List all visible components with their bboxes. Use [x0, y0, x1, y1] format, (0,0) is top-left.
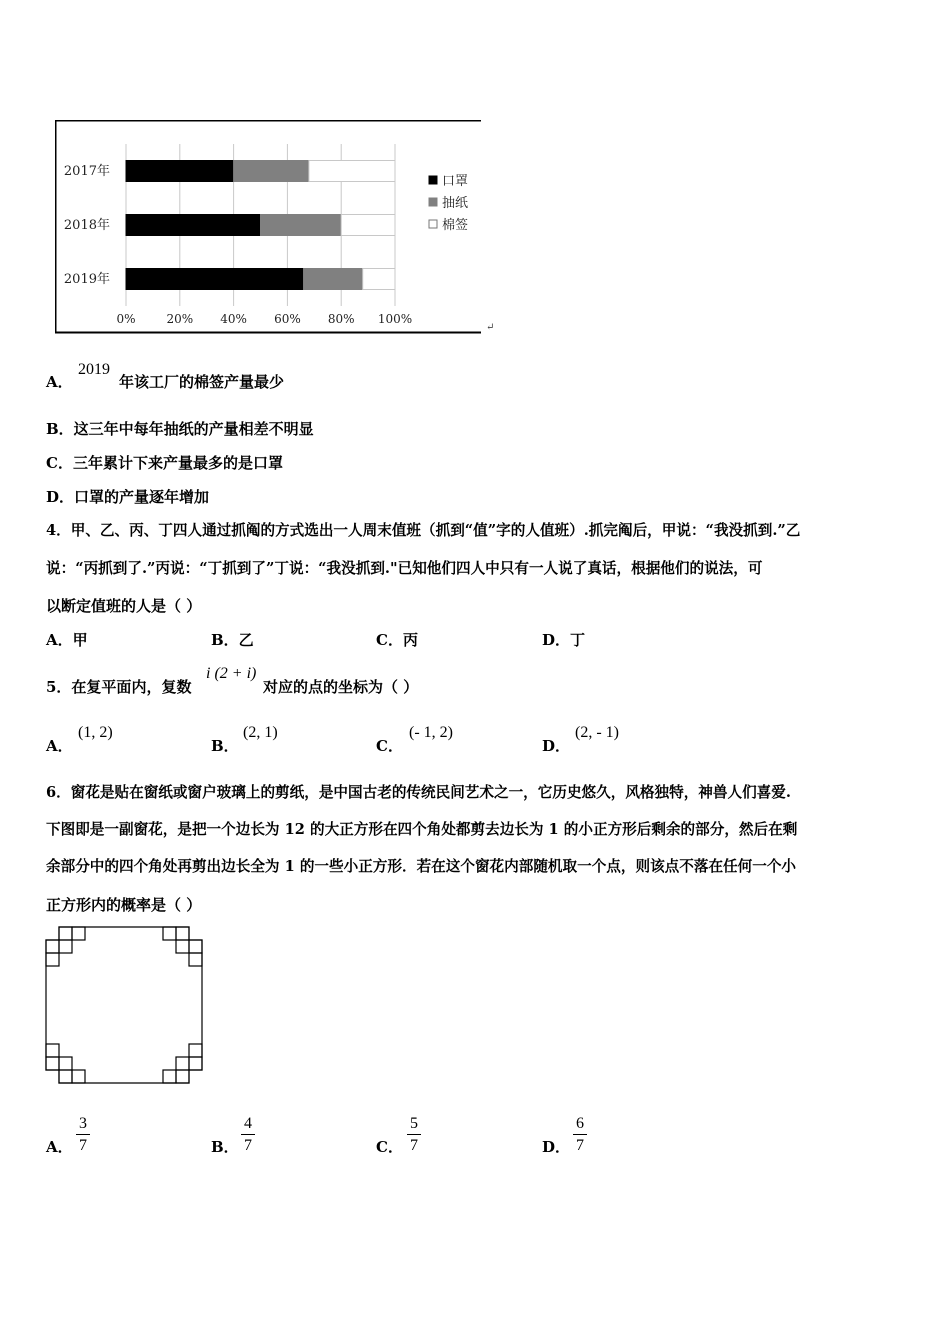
q5-prefix: 5．在复平面内，复数 [46, 678, 192, 696]
q6-option-a-fraction [75, 1114, 91, 1155]
q6-option-a-numerator: 3 [79, 1115, 87, 1132]
legend-swatch [429, 198, 437, 206]
q6-option-b-label: B． [211, 1138, 239, 1156]
q5-option-c-label: C． [376, 737, 403, 755]
bar-segment [341, 215, 395, 236]
corner-squares-top-left [46, 927, 85, 966]
q5-expression: i (2 + i) [206, 665, 257, 682]
bar-segment [363, 269, 395, 290]
q3-option-a-label: A． [46, 373, 73, 391]
q4-option-b: B．乙 [211, 631, 254, 649]
q5-option-d-value: (2, - 1) [575, 724, 619, 741]
q6-option-d-label: D． [542, 1138, 571, 1156]
corner-squares-top-right [163, 927, 202, 966]
bar-segment [126, 161, 234, 182]
return-mark: ↵ [486, 322, 495, 333]
stacked-bar-chart [55, 120, 483, 334]
q6-option-a-denominator: 7 [79, 1137, 87, 1154]
q6-line-3: 余部分中的四个角处再剪出边长全为 1 的一些小正方形．若在这个窗花内部随机取一个点，则该点不落在任何一个小 [46, 858, 797, 875]
legend-label: 棉签 [442, 218, 469, 233]
corner-squares-bottom-right [163, 1044, 202, 1083]
category-label: 2019年 [63, 272, 110, 287]
q6-option-b-numerator: 4 [244, 1115, 252, 1132]
q4-option-a: A．甲 [46, 631, 88, 649]
bar-segment [126, 215, 261, 236]
q4-option-d: D．丁 [542, 631, 586, 649]
q6-option-c-label: C． [376, 1138, 403, 1156]
bar-segment [304, 269, 363, 290]
bar-segment [234, 161, 309, 182]
q6-line-1: 6．窗花是贴在窗纸或窗户玻璃上的剪纸，是中国古老的传统民间艺术之一，它历史悠久，风格独特，神兽人们喜爱. [46, 784, 791, 801]
q5-option-b-label: B． [211, 737, 239, 755]
bar-segment [309, 161, 395, 182]
window-flower-outline [46, 927, 202, 1083]
legend-label: 抽纸 [442, 196, 469, 211]
q6-option-c-numerator: 5 [410, 1115, 418, 1132]
corner-squares-bottom-left [46, 1044, 85, 1083]
bar-segment [261, 215, 342, 236]
legend-swatch [429, 176, 437, 184]
q6-option-c-fraction [406, 1114, 422, 1155]
legend-label: 口罩 [442, 174, 469, 189]
q4-line-1: 4．甲、乙、丙、丁四人通过抓阄的方式选出一人周末值班（抓到“值”字的人值班）.抓完阄后，甲说：“我没抓到.”乙 [46, 522, 801, 539]
q4-line-3: 以断定值班的人是（ ） [46, 597, 202, 615]
q6-option-b-fraction [240, 1114, 256, 1155]
q5-option-a-label: A． [46, 737, 73, 755]
q3-option-d: D．口罩的产量逐年增加 [46, 488, 210, 506]
q4-option-c: C．丙 [376, 631, 418, 649]
q6-option-b-denominator: 7 [244, 1137, 252, 1154]
q3-option-b: B．这三年中每年抽纸的产量相差不明显 [46, 420, 314, 438]
q6-option-d-denominator: 7 [576, 1137, 584, 1154]
chart-svg [55, 120, 483, 334]
q6-option-d-numerator: 6 [576, 1115, 584, 1132]
q5-option-d-label: D． [542, 737, 571, 755]
fraction-bar [241, 1134, 255, 1135]
x-tick-label: 0% [116, 312, 136, 326]
q5-option-a-value: (1, 2) [78, 724, 113, 741]
fraction-bar [407, 1134, 421, 1135]
q6-line-4: 正方形内的概率是（ ） [46, 896, 202, 914]
q5-suffix: 对应的点的坐标为（ ） [263, 678, 419, 696]
q6-option-a-label: A． [46, 1138, 73, 1156]
legend-swatch [429, 220, 437, 228]
q5-option-b-value: (2, 1) [243, 724, 278, 741]
x-tick-label: 60% [274, 312, 301, 326]
q6-option-c-denominator: 7 [410, 1137, 418, 1154]
category-label: 2018年 [63, 218, 110, 233]
category-label: 2017年 [63, 164, 110, 179]
q6-option-d-fraction [572, 1114, 588, 1155]
q3-option-a [46, 375, 73, 390]
fraction-bar [76, 1134, 90, 1135]
x-tick-label: 20% [166, 312, 194, 326]
fraction-bar [573, 1134, 587, 1135]
q3-option-a-text: 年该工厂的棉签产量最少 [119, 373, 285, 391]
x-tick-label: 80% [327, 312, 355, 326]
window-flower-figure [44, 925, 207, 1086]
q3-option-a-year: 2019 [78, 361, 110, 378]
q5-option-c-value: (- 1, 2) [409, 724, 453, 741]
q3-option-c: C．三年累计下来产量最多的是口罩 [46, 454, 283, 472]
q4-line-2: 说：“丙抓到了.”丙说：“丁抓到了”丁说：“我没抓到."已知他们四人中只有一人说了真话，根据他们的说法，可 [46, 560, 763, 577]
x-tick-label: 40% [220, 312, 247, 326]
x-tick-label: 100% [377, 312, 413, 326]
bar-segment [126, 269, 304, 290]
q6-line-2: 下图即是一副窗花，是把一个边长为 12 的大正方形在四个角处都剪去边长为 1 的小正方形后剩余的部分，然后在剩 [46, 821, 798, 838]
